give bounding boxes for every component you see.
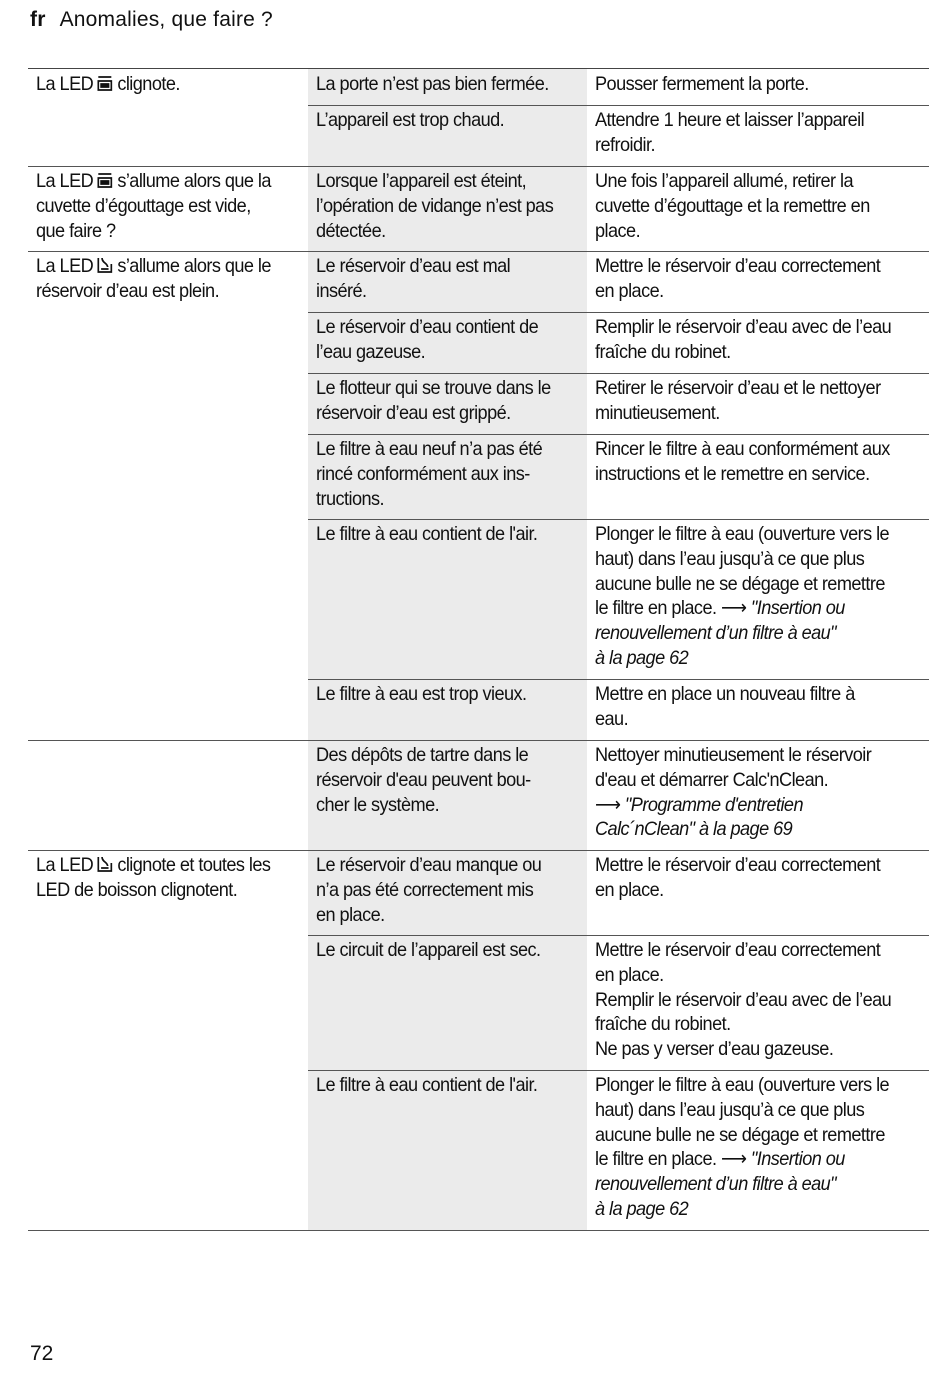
problem-cell — [28, 434, 307, 519]
cause-cell — [308, 519, 587, 679]
text-line: minutieusement. — [595, 401, 720, 424]
row-divider — [308, 312, 929, 313]
problem-cell — [28, 69, 307, 105]
remedy-cell — [587, 373, 929, 434]
text-line: fraîche du robinet. — [595, 1013, 731, 1036]
text-line: rincé conformément aux ins- — [316, 462, 530, 485]
row-divider — [28, 740, 929, 741]
cross-reference-line — [595, 1147, 900, 1172]
text-line: Le filtre à eau contient de l'air. — [316, 523, 538, 545]
text-line: à la page 62 — [595, 646, 689, 669]
text-line: Mettre le réservoir d’eau correctement — [595, 255, 881, 277]
text-line: Mettre le réservoir d’eau correctement — [595, 939, 881, 961]
text-line: n’a pas été correctement mis — [316, 878, 534, 901]
text-line: Le filtre à eau contient de l'air. — [316, 1074, 538, 1096]
cross-reference-link[interactable]: "Programme d'entretien — [620, 793, 803, 816]
cause-cell — [308, 434, 587, 519]
table-row — [28, 1070, 929, 1230]
cause-cell — [308, 251, 587, 312]
text-line: refroidir. — [595, 133, 655, 156]
problem-cell — [28, 679, 307, 740]
table-row — [28, 935, 929, 1070]
row-divider — [28, 1230, 929, 1231]
row-divider — [308, 519, 929, 520]
remedy-cell — [587, 935, 929, 1070]
arrow-right-icon: ⟶ — [720, 597, 747, 620]
cause-cell — [308, 1070, 587, 1230]
cross-reference-line — [595, 793, 900, 818]
text-line: cuvette d’égouttage est vide, — [36, 194, 251, 217]
problem-cell — [28, 1070, 307, 1230]
led-label: La LED — [36, 73, 94, 95]
table-row — [28, 105, 929, 166]
cross-reference-line — [595, 596, 900, 621]
text-line: renouvellement d’un filtre à eau" — [595, 622, 837, 645]
problem-cell — [28, 850, 307, 935]
table-row — [28, 166, 929, 251]
led-label: La LED — [36, 255, 94, 277]
row-divider — [308, 1070, 929, 1071]
text-line: Remplir le réservoir d’eau avec de l’eau — [595, 316, 892, 338]
remedy-cell — [587, 740, 929, 850]
led-label: La LED — [36, 170, 94, 192]
cause-cell — [308, 312, 587, 373]
table-row — [28, 519, 929, 679]
text-line: que faire ? — [36, 219, 116, 242]
text-line: Rincer le filtre à eau conformément aux — [595, 438, 890, 460]
text-line: tructions. — [316, 487, 385, 510]
remedy-cell — [587, 105, 929, 166]
text-line: Plonger le filtre à eau (ouverture vers le — [595, 1074, 890, 1096]
remedy-cell — [587, 312, 929, 373]
text-line: aucune bulle ne se dégage et remettre — [595, 572, 885, 595]
table-row — [28, 69, 929, 105]
text-line: en place. — [595, 963, 664, 986]
text-line: Le circuit de l’appareil est sec. — [316, 939, 541, 961]
cause-cell — [308, 740, 587, 850]
remedy-cell — [587, 850, 929, 935]
table-row — [28, 850, 929, 935]
text-line: Le flotteur qui se trouve dans le — [316, 377, 551, 399]
text-line: eau. — [595, 707, 629, 730]
troubleshooting-table — [28, 68, 929, 1230]
text-line: réservoir d'eau peuvent bou- — [316, 768, 531, 791]
text-line: aucune bulle ne se dégage et remettre — [595, 1123, 885, 1146]
text-line: Ne pas y verser d’eau gazeuse. — [595, 1038, 834, 1061]
text-line: en place. — [595, 878, 664, 901]
problem-first-line — [36, 169, 288, 194]
text-line: réservoir d’eau est grippé. — [316, 401, 511, 424]
text-line: haut) dans l’eau jusqu’à ce que plus — [595, 547, 865, 570]
remedy-cell — [587, 69, 929, 105]
remedy-cell — [587, 434, 929, 519]
problem-cell — [28, 312, 307, 373]
cause-cell — [308, 105, 587, 166]
cause-cell — [308, 166, 587, 251]
text-line: Le réservoir d’eau contient de — [316, 316, 539, 338]
text-line: Remplir le réservoir d’eau avec de l’eau — [595, 988, 892, 1011]
text-line: Nettoyer minutieusement le réservoir — [595, 744, 872, 766]
text-line: instructions et le remettre en service. — [595, 462, 870, 485]
problem-first-line — [36, 254, 288, 279]
remedy-cell — [587, 519, 929, 679]
table-row — [28, 312, 929, 373]
cause-cell — [308, 935, 587, 1070]
row-divider — [308, 679, 929, 680]
section-title: Anomalies, que faire ? — [59, 8, 273, 31]
text-line: en place. — [595, 279, 664, 302]
problem-text: s’allume alors que le — [117, 255, 271, 277]
text-line: d'eau et démarrer Calc'nClean. — [595, 768, 829, 791]
drip-tray-led-icon — [96, 73, 115, 93]
problem-cell — [28, 935, 307, 1070]
problem-cell — [28, 740, 307, 850]
remedy-text: le filtre en place. — [595, 1148, 721, 1171]
arrow-right-icon: ⟶ — [720, 1148, 747, 1171]
text-line: Le filtre à eau est trop vieux. — [316, 683, 527, 705]
cause-cell — [308, 850, 587, 935]
row-divider — [308, 105, 929, 106]
led-label: La LED — [36, 854, 94, 876]
text-line: Retirer le réservoir d’eau et le nettoyer — [595, 377, 881, 399]
text-line: renouvellement d’un filtre à eau" — [595, 1173, 837, 1196]
text-line: LED de boisson clignotent. — [36, 878, 238, 901]
cause-cell — [308, 69, 587, 105]
table-row — [28, 251, 929, 312]
problem-cell — [28, 373, 307, 434]
text-line: L’appareil est trop chaud. — [316, 109, 505, 131]
remedy-text: le filtre en place. — [595, 597, 721, 620]
text-line: Des dépôts de tartre dans le — [316, 744, 529, 766]
problem-cell — [28, 251, 307, 312]
cause-cell — [308, 373, 587, 434]
drip-tray-led-icon — [96, 170, 115, 190]
problem-text: clignote. — [117, 73, 180, 95]
row-divider — [308, 935, 929, 936]
text-line: détectée. — [316, 219, 386, 242]
problem-cell — [28, 519, 307, 679]
row-divider — [28, 251, 929, 252]
arrow-right-icon: ⟶ — [595, 793, 621, 816]
water-tank-led-icon — [96, 255, 115, 275]
text-line: haut) dans l’eau jusqu’à ce que plus — [595, 1098, 865, 1121]
text-line: l’opération de vidange n’est pas — [316, 194, 554, 217]
table-row — [28, 434, 929, 519]
page-header — [30, 8, 273, 32]
problem-cell — [28, 105, 307, 166]
text-line: Lorsque l’appareil est éteint, — [316, 170, 527, 192]
problem-first-line — [36, 853, 288, 878]
text-line: Mettre en place un nouveau filtre à — [595, 683, 855, 705]
table-row — [28, 740, 929, 850]
text-line: l’eau gazeuse. — [316, 340, 426, 363]
text-line: Le filtre à eau neuf n’a pas été — [316, 438, 543, 460]
text-line: Plonger le filtre à eau (ouverture vers le — [595, 523, 890, 545]
problem-text: s’allume alors que la — [117, 170, 271, 192]
row-divider — [28, 166, 929, 167]
page-number: 72 — [30, 1342, 54, 1365]
text-line: Une fois l’appareil allumé, retirer la — [595, 170, 854, 192]
text-line: inséré. — [316, 279, 367, 302]
water-tank-led-icon — [96, 854, 115, 874]
text-line: fraîche du robinet. — [595, 340, 731, 363]
problem-cell — [28, 166, 307, 251]
text-line: La porte n’est pas bien fermée. — [316, 73, 549, 95]
text-line: Le réservoir d’eau manque ou — [316, 854, 542, 876]
text-line: place. — [595, 219, 641, 242]
table-row — [28, 679, 929, 740]
remedy-cell — [587, 1070, 929, 1230]
text-line: Calc´nClean" à la page 69 — [595, 818, 793, 841]
cause-cell — [308, 679, 587, 740]
row-divider — [308, 373, 929, 374]
language-code: fr — [30, 8, 46, 31]
cross-reference-link[interactable]: "Insertion ou — [746, 597, 845, 620]
row-divider — [28, 850, 929, 851]
text-line: Attendre 1 heure et laisser l’appareil — [595, 109, 865, 131]
text-line: Pousser fermement la porte. — [595, 73, 809, 95]
remedy-cell — [587, 679, 929, 740]
text-line: Mettre le réservoir d’eau correctement — [595, 854, 881, 876]
table-row — [28, 373, 929, 434]
text-line: cher le système. — [316, 793, 440, 816]
problem-text: clignote et toutes les — [117, 854, 271, 876]
remedy-cell — [587, 166, 929, 251]
cross-reference-link[interactable]: "Insertion ou — [746, 1148, 845, 1171]
row-divider — [308, 434, 929, 435]
text-line: en place. — [316, 903, 385, 926]
problem-first-line — [36, 72, 288, 97]
remedy-cell — [587, 251, 929, 312]
text-line: réservoir d’eau est plein. — [36, 279, 220, 302]
text-line: à la page 62 — [595, 1197, 689, 1220]
text-line: cuvette d’égouttage et la remettre en — [595, 194, 870, 217]
text-line: Le réservoir d’eau est mal — [316, 255, 511, 277]
